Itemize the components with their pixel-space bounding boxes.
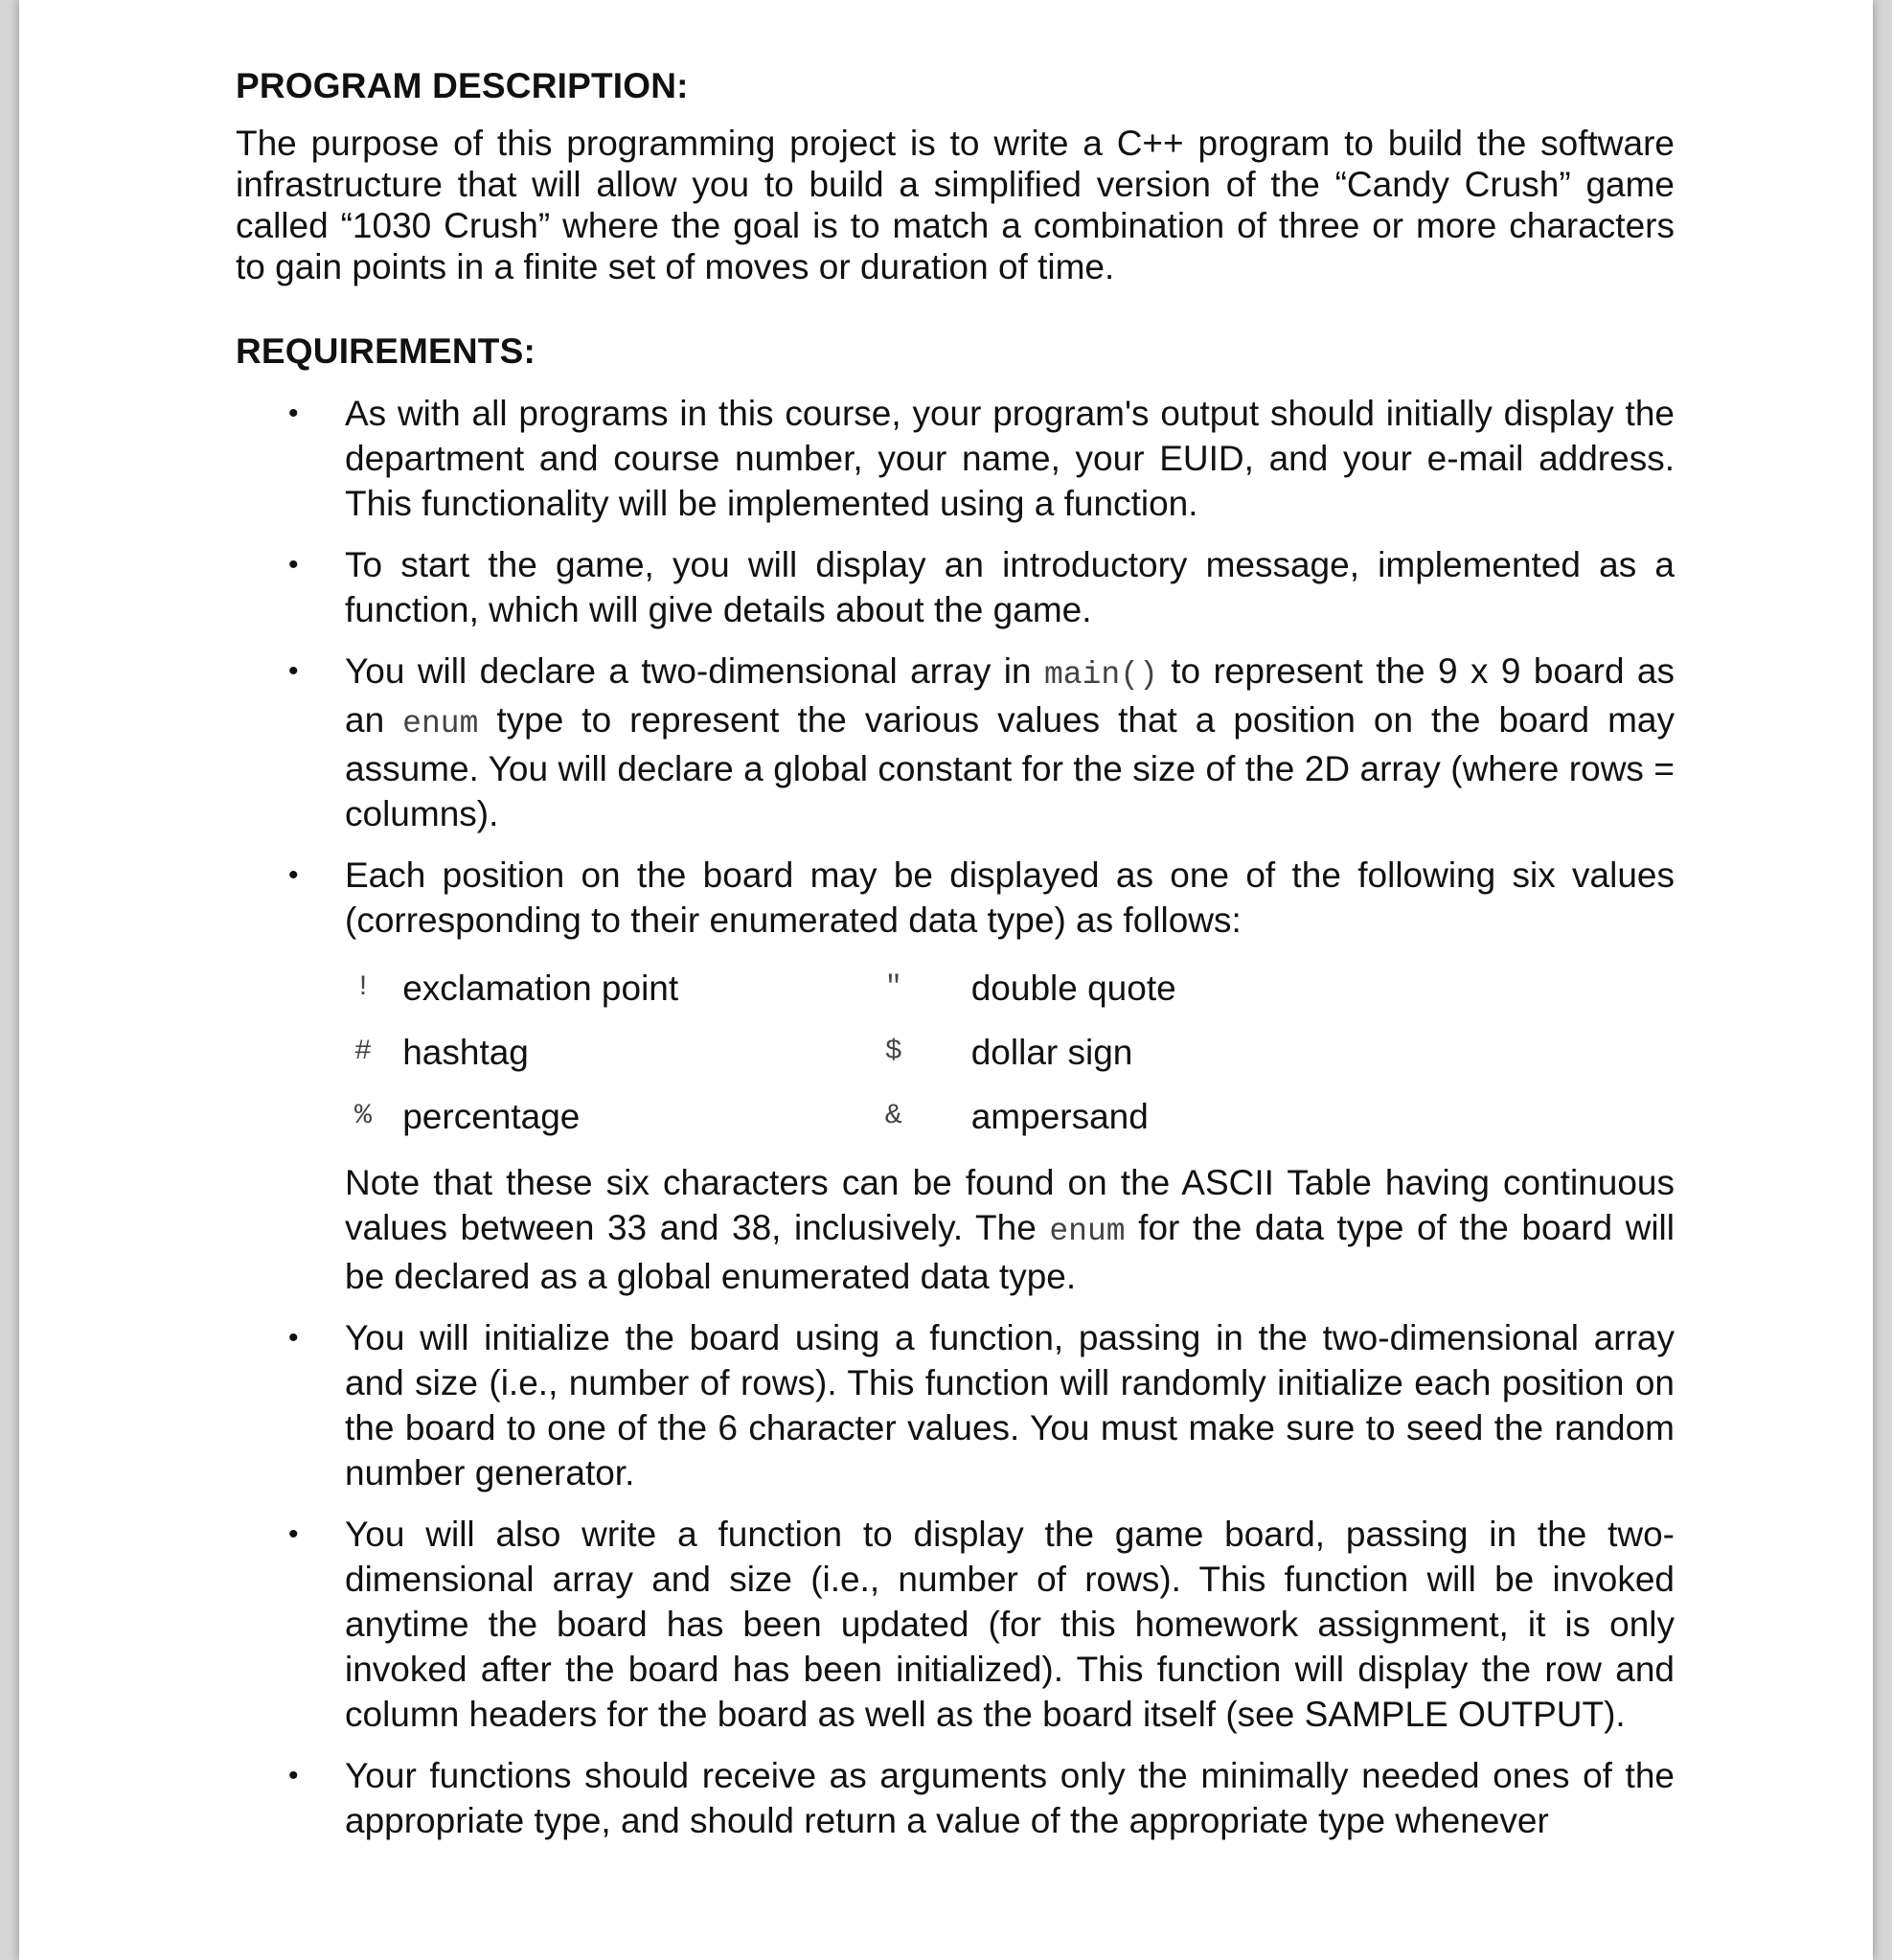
requirement-text-part: to represent the 9 x 9 board as an [345,651,1675,740]
bullet-icon: • [288,655,299,687]
symbol-percentage: % [354,1100,373,1132]
requirements-heading: REQUIREMENTS: [236,331,536,371]
requirement-item-4 [236,853,1675,1299]
symbol-label: dollar sign [970,1033,1133,1072]
code-enum: enum [402,706,479,741]
program-description-text: The purpose of this programming project is to write a C++ program to build the software infrastructure that will allow you to build a simplified version of the “Candy Crush” game called “1030 Crush” where the goal is to match a combination of three or more characters to gain points in a finite set of moves or duration of time. [236,124,1675,286]
note-text-part: for the data type of the board will be declared as a global enumerated data type. [345,1208,1675,1296]
symbol-label: exclamation point [402,969,679,1008]
note-text-part: Note that these six characters can be found on the ASCII Table having continuous values between 33 and 38, inclusively. The [345,1163,1675,1247]
requirement-item-6 [236,1512,1675,1737]
symbol-row [345,1084,1303,1149]
requirement-text: As with all programs in this course, your program's output should initially display the department and course number, your name, your EUID, and your e-mail address. This functionality will be implemented using a function. [345,394,1675,523]
requirement-text: To start the game, you will display an introductory message, implemented as a function, which will give details about the game. [345,545,1675,629]
requirement-text: Each position on the board may be displayed as one of the following six values (corresponding to their enumerated data type) as follows: [345,855,1675,940]
symbol-label: ampersand [970,1097,1149,1136]
requirements-list [236,391,1675,1859]
symbol-row [345,956,1303,1020]
ascii-note [345,1160,1675,1299]
bullet-icon: • [288,549,299,581]
document-page [19,0,1873,1960]
code-enum: enum [1049,1214,1126,1249]
symbol-double-quote: " [884,971,902,1004]
requirement-text-part: You will declare a two-dimensional array in [345,651,1044,691]
symbol-table [345,956,1303,1149]
requirement-text-part: type to represent the various values that a position on the board may assume. You will declare a global constant for the size of the 2D array (where rows = columns). [345,700,1675,833]
symbol-label: hashtag [402,1033,529,1072]
requirement-item-7 [236,1753,1675,1843]
bullet-icon: • [288,1760,299,1791]
code-main: main() [1044,657,1158,693]
requirement-text [345,649,1675,836]
requirement-text: You will initialize the board using a function, passing in the two-dimensional array and size (i.e., number of rows). This function will randomly initialize each position on the board to one of the 6 character values. You must make sure to seed the random number generator. [345,1318,1675,1493]
program-description-heading: PROGRAM DESCRIPTION: [236,66,689,105]
symbol-row [345,1020,1303,1084]
requirement-item-2 [236,542,1675,632]
bullet-icon: • [288,1322,299,1354]
symbol-hashtag: # [354,1036,373,1068]
bullet-icon: • [288,859,299,891]
requirement-text: Your functions should receive as arguments only the minimally needed ones of the appropriate type, and should return a value of the appropriate type whenever [345,1756,1675,1840]
symbol-dollar: $ [884,1036,902,1068]
requirement-item-1 [236,391,1675,526]
symbol-ampersand: & [884,1100,902,1132]
requirement-text: You will also write a function to display the game board, passing in the two-dimensional array and size (i.e., number of rows). This function will be invoked anytime the board has been updated (for this homework assignment, it is only invoked after the board has been initialized). This function will display the row and column headers for the board as well as the board itself (see SAMPLE OUTPUT). [345,1515,1675,1734]
bullet-icon: • [288,1518,299,1550]
symbol-label: percentage [402,1097,581,1136]
symbol-exclamation: ! [354,971,373,1004]
bullet-icon: • [288,398,299,429]
requirement-item-3 [236,649,1675,836]
requirement-item-5 [236,1315,1675,1495]
symbol-label: double quote [970,969,1176,1008]
